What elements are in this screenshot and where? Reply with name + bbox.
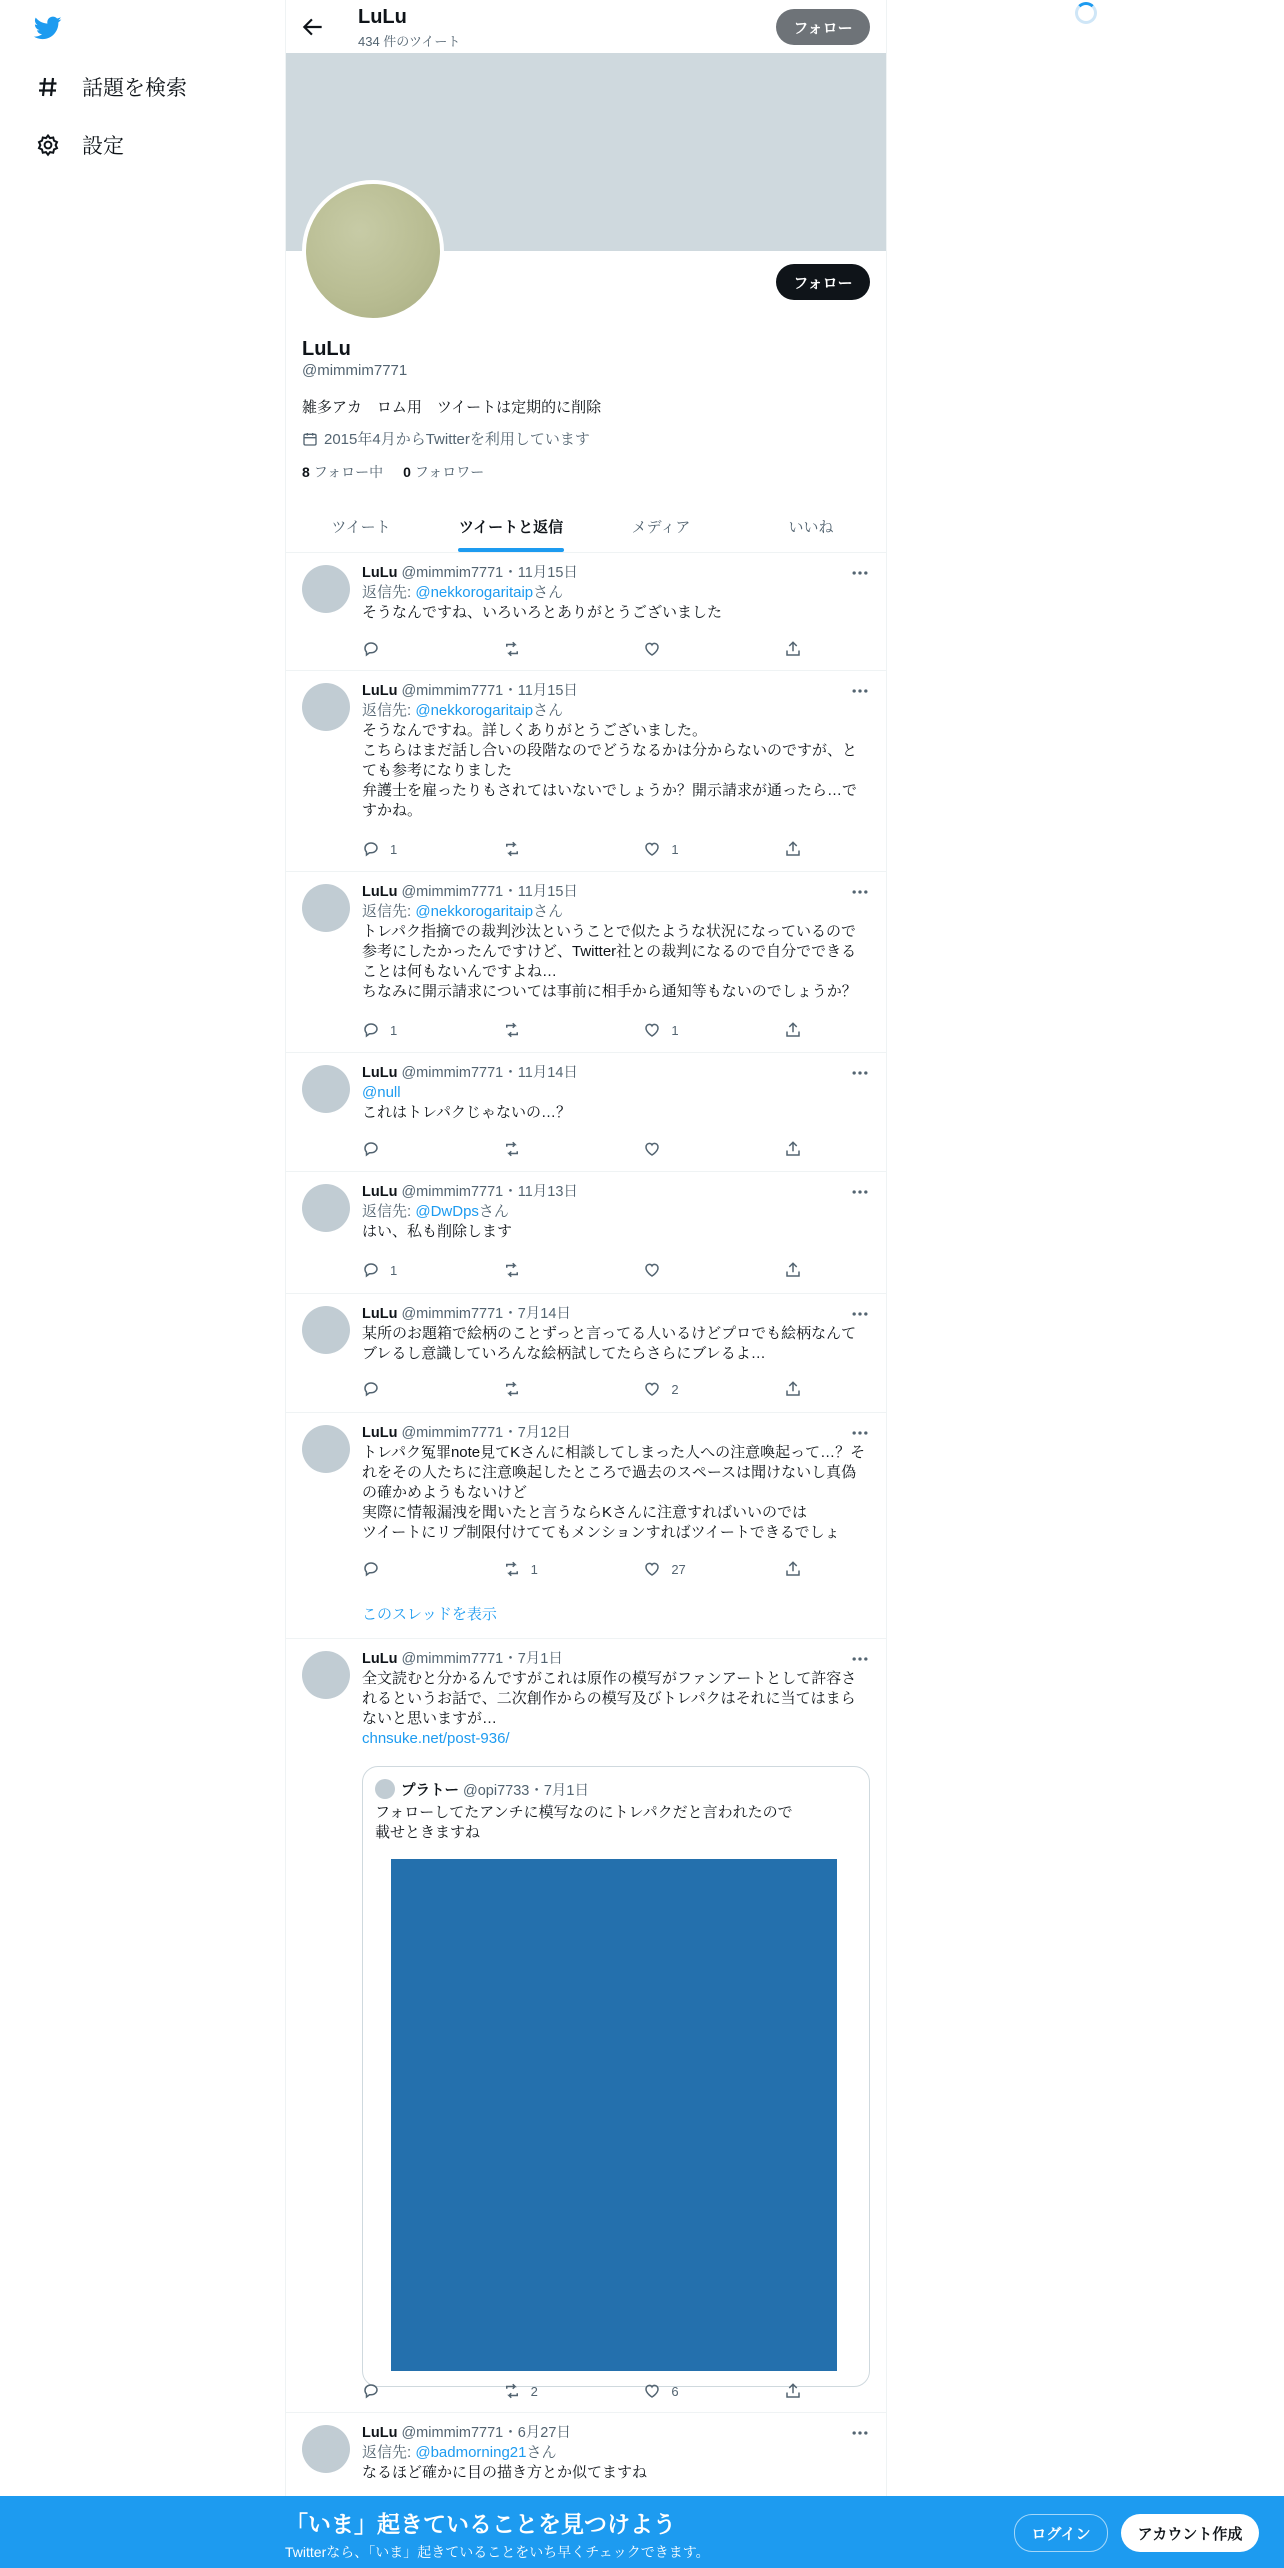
login-button[interactable]: ログイン (1014, 2514, 1108, 2552)
reply-prefix: 返信先: (362, 903, 416, 920)
tweet-header (362, 882, 870, 902)
reply-prefix: 返信先: (362, 584, 416, 601)
header-name: LuLu (358, 6, 407, 28)
reply-button[interactable] (362, 839, 472, 859)
reply-button[interactable] (362, 1559, 472, 1579)
retweet-button[interactable] (503, 2381, 613, 2401)
tweet-avatar[interactable] (302, 1651, 350, 1699)
tweet-author[interactable]: LuLu (362, 1651, 398, 1667)
more-options-icon[interactable] (850, 1649, 870, 1669)
share-button[interactable] (784, 1260, 802, 1280)
profile-joined (302, 428, 590, 449)
tweet-avatar[interactable] (302, 1184, 350, 1232)
tweet-text: これはトレパクじゃないの…？ (362, 1104, 571, 1121)
reply-icon (362, 1021, 380, 1039)
tweet-actions (362, 1260, 802, 1280)
twitter-bird-icon[interactable] (32, 14, 64, 42)
tweet-actions (362, 1020, 802, 1040)
tweet-reply-to (362, 1202, 870, 1222)
share-button[interactable] (784, 1020, 802, 1040)
more-options-icon[interactable] (850, 2423, 870, 2443)
like-count: 2 (671, 1381, 679, 1397)
tweet-meta: @mimmim7771・11月15日 (397, 683, 578, 699)
create-account-button[interactable]: アカウント作成 (1121, 2514, 1259, 2552)
tweet-header (362, 681, 870, 701)
reply-mention[interactable]: @DwDps (415, 1203, 479, 1220)
like-button[interactable] (643, 839, 753, 859)
share-icon (784, 1560, 802, 1578)
tweet-text: そうなんですね、いろいろとありがとうございました (362, 604, 723, 621)
like-button[interactable] (643, 639, 753, 659)
reply-icon (362, 1140, 380, 1158)
tweet[interactable] (286, 671, 886, 872)
heart-icon (643, 840, 661, 858)
tweet-author[interactable]: LuLu (362, 884, 398, 900)
reply-prefix: 返信先: (362, 1203, 416, 1220)
tweet-header (362, 2423, 870, 2443)
retweet-icon (503, 1021, 521, 1039)
heart-icon (643, 1021, 661, 1039)
tweet-meta: @mimmim7771・11月15日 (397, 884, 578, 900)
tweet-actions (362, 639, 802, 659)
tab-media[interactable]: メディア (631, 518, 691, 536)
share-button[interactable] (784, 639, 802, 659)
share-icon (784, 2382, 802, 2400)
retweet-icon (503, 840, 521, 858)
reply-mention[interactable]: @nekkorogaritaip (415, 702, 534, 719)
reply-button[interactable] (362, 1379, 472, 1399)
tab-tweets-and-replies[interactable]: ツイートと返信 (436, 500, 586, 552)
more-options-icon[interactable] (850, 681, 870, 701)
tweet-actions (362, 1379, 802, 1399)
tweet[interactable] (286, 553, 886, 671)
tweet-reply-to (362, 583, 870, 603)
followers-stat[interactable] (403, 462, 484, 482)
retweet-button[interactable] (503, 1559, 613, 1579)
retweet-button[interactable] (503, 1379, 613, 1399)
tweet-text: なるほど確かに目の描き方とか似てますね (362, 2464, 648, 2481)
like-button[interactable] (643, 1020, 753, 1040)
hashtag-icon (36, 75, 60, 99)
tweet-meta: @mimmim7771・11月15日 (397, 565, 578, 581)
tab-tweets[interactable]: ツイート (331, 518, 391, 536)
gear-icon (36, 133, 60, 157)
tweet-author[interactable]: LuLu (362, 683, 398, 699)
reply-icon (362, 2382, 380, 2400)
profile-timeline-column (285, 0, 887, 2568)
profile-bio: 雑多アカ ロム用 ツイートは定期的に削除 (302, 399, 602, 416)
more-options-icon[interactable] (850, 882, 870, 902)
profile-handle: @mimmim7771 (302, 362, 408, 379)
share-icon (784, 1021, 802, 1039)
tweet-meta: @mimmim7771・11月14日 (397, 1065, 578, 1081)
more-options-icon[interactable] (850, 1304, 870, 1324)
retweet-icon (503, 1140, 521, 1158)
tweet-meta: @mimmim7771・7月1日 (397, 1651, 563, 1667)
reply-mention[interactable]: @badmorning21 (415, 2444, 527, 2461)
heart-icon (643, 1140, 661, 1158)
reply-count: 1 (390, 1022, 398, 1038)
tweet-reply-to (362, 902, 870, 922)
heart-icon (643, 1560, 661, 1578)
tweet-text: 某所のお題箱で絵柄のことずっと言ってる人いるけどプロでも絵柄なんてブレるし意識していろんな絵柄試してたらさらにブレるよ… (362, 1325, 857, 1362)
tweet[interactable] (286, 1053, 886, 1172)
share-button[interactable] (784, 1379, 802, 1399)
more-options-icon[interactable] (850, 563, 870, 583)
tweet-meta: @mimmim7771・6月27日 (397, 2425, 571, 2441)
following-stat[interactable] (302, 462, 383, 482)
reply-button[interactable] (362, 1260, 472, 1280)
like-count: 1 (671, 841, 679, 857)
tweet[interactable] (286, 1639, 886, 2413)
tweet-header (362, 1649, 870, 1669)
tab-likes[interactable]: いいね (788, 518, 834, 536)
reply-icon (362, 840, 380, 858)
profile-name: LuLu (302, 338, 351, 360)
tweet[interactable] (286, 1413, 886, 1639)
tweet[interactable] (286, 1172, 886, 1294)
tweet-text: はい、私も削除します (362, 1223, 513, 1240)
heart-icon (643, 2382, 661, 2400)
share-icon (784, 840, 802, 858)
reply-count: 1 (390, 1262, 398, 1278)
quoted-meta: @opi7733・7月1日 (459, 1783, 589, 1799)
share-icon (784, 640, 802, 658)
tweet-header (362, 1063, 870, 1083)
tweet-actions (362, 1559, 802, 1579)
nav-explore[interactable] (36, 72, 187, 102)
tweet-avatar[interactable] (302, 683, 350, 731)
quoted-author: プラトー (401, 1783, 459, 1799)
tweet-link[interactable]: chnsuke.net/post-936/ (362, 1730, 510, 1747)
tweet-header (362, 1423, 870, 1443)
follow-button[interactable]: フォロー (776, 264, 870, 300)
reply-suffix: さん (533, 903, 564, 920)
retweet-icon (503, 1380, 521, 1398)
reply-suffix: さん (478, 1203, 509, 1220)
reply-button[interactable] (362, 2381, 472, 2401)
calendar-icon (302, 431, 318, 447)
following-count: 8 (302, 464, 310, 480)
share-button[interactable] (784, 1559, 802, 1579)
tweet-header (362, 1304, 870, 1324)
tweet-text: そうなんですね。詳しくありがとうございました。 こちらはまだ話し合いの段階なのでどうなるかは分からないのですが、とても参考になりました 弁護士を雇ったりもされてはいないでしょうか？開示請求が通ったら…ですかね。 (362, 722, 858, 819)
quoted-media-image[interactable] (391, 1859, 837, 2371)
retweet-button[interactable] (503, 639, 613, 659)
like-count: 6 (671, 2383, 679, 2399)
retweet-count: 2 (530, 2383, 538, 2399)
followers-count: 0 (403, 464, 411, 480)
retweet-button[interactable] (503, 1020, 613, 1040)
profile-tabs (286, 500, 886, 553)
signup-prompt-subtitle: Twitterなら、「いま」起きていることをいち早くチェックできます。 (285, 2544, 710, 2560)
tweet-text: 全文読むと分かるんですがこれは原作の模写がファンアートとして許容されるというお話で、二次創作からの模写及びトレパクはそれに当てはまらないと思いますが… (362, 1670, 857, 1727)
retweet-button[interactable] (503, 1260, 613, 1280)
more-options-icon[interactable] (850, 1063, 870, 1083)
reply-prefix: 返信先: (362, 702, 416, 719)
loading-spinner-icon (1075, 2, 1097, 24)
tweet-avatar[interactable] (302, 565, 350, 613)
tweet-author[interactable]: LuLu (362, 565, 398, 581)
like-button[interactable] (643, 2381, 753, 2401)
profile-header-bar (286, 0, 886, 53)
tweet-header (362, 563, 870, 583)
reply-suffix: さん (526, 2444, 557, 2461)
signup-prompt-title: 「いま」起きていることを見つけよう (285, 2511, 676, 2537)
tweet-actions (362, 1139, 802, 1159)
retweet-button[interactable] (503, 1139, 613, 1159)
reply-mention[interactable]: @nekkorogaritaip (415, 903, 534, 920)
share-button[interactable] (784, 2381, 802, 2401)
tweet[interactable] (286, 1294, 886, 1413)
tweet-avatar[interactable] (302, 884, 350, 932)
nav-explore-label: 話題を検索 (82, 77, 187, 100)
tweet-meta: @mimmim7771・11月13日 (397, 1184, 578, 1200)
quoted-text: フォローしてたアンチに模写なのにトレパクだと言われたので 載せときますね (375, 1804, 793, 1841)
tweet-meta: @mimmim7771・7月12日 (397, 1425, 571, 1441)
header-follow-button[interactable]: フォロー (776, 9, 870, 45)
share-icon (784, 1140, 802, 1158)
reply-icon (362, 1261, 380, 1279)
following-label: フォロー中 (313, 464, 384, 480)
retweet-button[interactable] (503, 839, 613, 859)
followers-label: フォロワー (414, 464, 485, 480)
tweet-avatar[interactable] (302, 1065, 350, 1113)
share-button[interactable] (784, 1139, 802, 1159)
header-tweet-count: 434 件のツイート (358, 34, 461, 49)
tweet-text: トレパク指摘での裁判沙汰ということで似たような状況になっているので参考にしたかったんですけど、Twitter社との裁判になるので自分でできることは何もないんですよね… ちなみに開示請求については事前に相手から通知等もないのでしょうか？ (362, 923, 857, 1000)
share-icon (784, 1261, 802, 1279)
tweet-author[interactable]: LuLu (362, 1184, 398, 1200)
nav-settings-label: 設定 (82, 135, 124, 158)
reply-count: 1 (390, 841, 398, 857)
tweet-actions (362, 839, 802, 859)
profile-stats (302, 462, 484, 482)
reply-icon (362, 1560, 380, 1578)
quoted-header (401, 1779, 589, 1800)
tweet-avatar[interactable] (302, 1425, 350, 1473)
reply-button[interactable] (362, 639, 472, 659)
reply-button[interactable] (362, 1020, 472, 1040)
more-options-icon[interactable] (850, 1423, 870, 1443)
profile-avatar[interactable] (302, 180, 444, 322)
signup-prompt-bar (0, 2496, 1284, 2568)
quoted-avatar (375, 1779, 395, 1799)
quoted-tweet[interactable] (362, 1766, 870, 2387)
like-button[interactable] (643, 1139, 753, 1159)
tweet-reply-to (362, 2443, 870, 2463)
back-arrow-icon[interactable] (300, 14, 326, 40)
like-button[interactable] (643, 1260, 753, 1280)
tweet-actions (362, 2381, 802, 2401)
heart-icon (643, 640, 661, 658)
nav-settings[interactable] (36, 130, 124, 160)
reply-suffix: さん (533, 702, 564, 719)
tweet-reply-to (362, 701, 870, 721)
like-button[interactable] (643, 1559, 753, 1579)
show-thread-link[interactable]: このスレッドを表示 (362, 1606, 497, 1623)
retweet-icon (503, 1261, 521, 1279)
share-icon (784, 1380, 802, 1398)
like-button[interactable] (643, 1379, 753, 1399)
tweet-author[interactable]: LuLu (362, 1065, 398, 1081)
reply-prefix: 返信先: (362, 2444, 416, 2461)
share-button[interactable] (784, 839, 802, 859)
tweet-mention[interactable]: @null (362, 1084, 401, 1101)
tweet-author[interactable]: LuLu (362, 1306, 398, 1322)
retweet-icon (503, 2382, 521, 2400)
tweet-header (362, 1182, 870, 1202)
retweet-icon (503, 640, 521, 658)
tweet[interactable] (286, 872, 886, 1053)
tweet-author[interactable]: LuLu (362, 2425, 398, 2441)
tweet-meta: @mimmim7771・7月14日 (397, 1306, 571, 1322)
more-options-icon[interactable] (850, 1182, 870, 1202)
retweet-icon (503, 1560, 521, 1578)
like-count: 1 (671, 1022, 679, 1038)
reply-icon (362, 1380, 380, 1398)
like-count: 27 (671, 1561, 686, 1577)
reply-mention[interactable]: @nekkorogaritaip (415, 584, 534, 601)
profile-joined-text: 2015年4月からTwitterを利用しています (324, 431, 590, 448)
reply-button[interactable] (362, 1139, 472, 1159)
tweet-text: トレパク冤罪note見てKさんに相談してしまった人への注意喚起って…？それをその人たちに注意喚起したところで過去のスペースは聞けないし真偽の確かめようもないけど 実際に情報漏洩を聞いたと言うならKさんに注意すればいいのでは ツイートにリプ制限付けててもメンションすればツイートできるでしょ (362, 1444, 866, 1541)
tweet-avatar[interactable] (302, 1306, 350, 1354)
reply-suffix: さん (533, 584, 564, 601)
tweet-author[interactable]: LuLu (362, 1425, 398, 1441)
tweet-avatar[interactable] (302, 2425, 350, 2473)
retweet-count: 1 (530, 1561, 538, 1577)
heart-icon (643, 1261, 661, 1279)
reply-icon (362, 640, 380, 658)
heart-icon (643, 1380, 661, 1398)
